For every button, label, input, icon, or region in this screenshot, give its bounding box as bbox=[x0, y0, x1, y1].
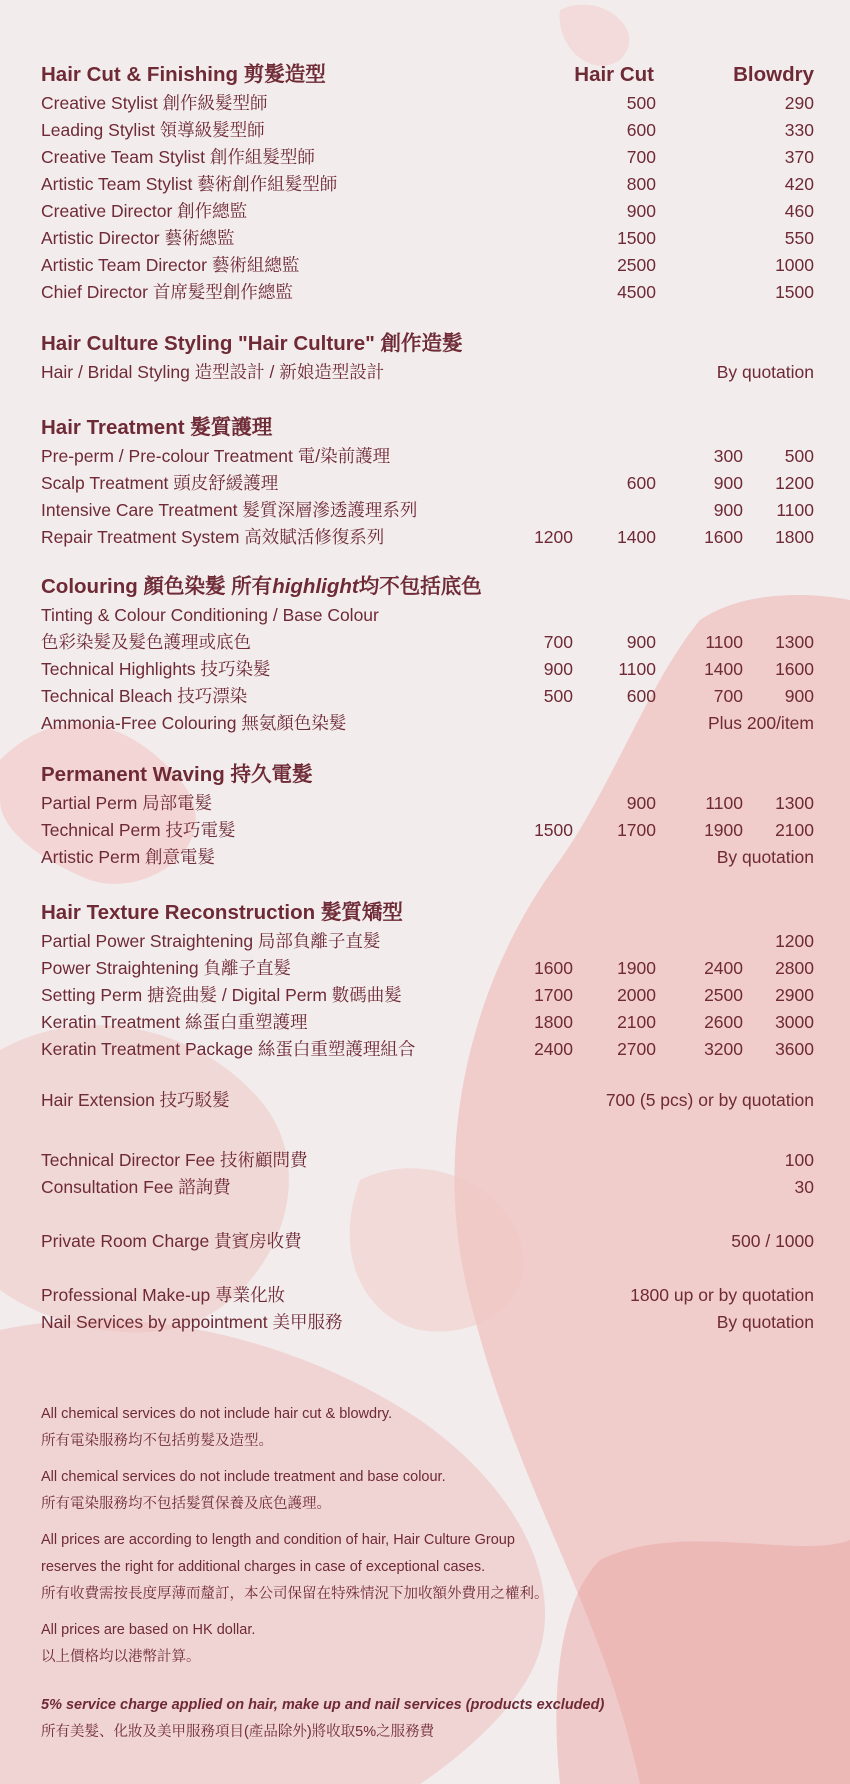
price-tier-1: 1600 bbox=[534, 958, 573, 978]
price-row bbox=[0, 171, 850, 198]
fees-section bbox=[0, 1147, 850, 1201]
price-row bbox=[0, 928, 850, 955]
price-row bbox=[0, 1228, 850, 1255]
price-tier-1: 1200 bbox=[534, 527, 573, 547]
service-label: Chief Director 首席髮型創作總監 bbox=[41, 282, 293, 302]
price-tier-2: 900 bbox=[626, 632, 656, 652]
price-tier-3: 1100 bbox=[705, 632, 743, 652]
service-label: Creative Director 創作總監 bbox=[41, 201, 248, 221]
hair-cut-price: 800 bbox=[626, 174, 656, 194]
price-row bbox=[0, 790, 850, 817]
price-tier-1: 700 bbox=[543, 632, 573, 652]
hair-cut-price: 4500 bbox=[617, 282, 656, 302]
hair-cut-price: 700 bbox=[626, 147, 656, 167]
service-label: Repair Treatment System 高效賦活修復系列 bbox=[41, 527, 385, 547]
price-row bbox=[0, 683, 850, 710]
price-row bbox=[0, 225, 850, 252]
subtitle-row bbox=[0, 602, 850, 629]
service-label: Partial Perm 局部電髮 bbox=[41, 793, 213, 813]
price-tier-3: 700 bbox=[713, 686, 743, 706]
price-tier-2: 900 bbox=[626, 793, 656, 813]
blowdry-price: 1000 bbox=[775, 255, 814, 275]
blowdry-price: 370 bbox=[784, 147, 814, 167]
service-label: Creative Team Stylist 創作組髮型師 bbox=[41, 147, 315, 167]
price-row bbox=[0, 1282, 850, 1309]
price-row bbox=[0, 629, 850, 656]
price-row bbox=[0, 1087, 850, 1114]
quotation-price: By quotation bbox=[716, 1312, 814, 1332]
price-row bbox=[0, 982, 850, 1009]
service-subtitle: Tinting & Colour Conditioning / Base Colour bbox=[41, 605, 379, 625]
note-text-zh: 所有收費需按長度厚薄而釐訂，本公司保留在特殊情況下加收額外費用之權利。 bbox=[41, 1586, 549, 1602]
blowdry-price: 1500 bbox=[775, 282, 814, 302]
service-label: Artistic Team Stylist 藝術創作組髮型師 bbox=[41, 174, 338, 194]
service-label: Nail Services by appointment 美甲服務 bbox=[41, 1312, 343, 1332]
service-label: Power Straightening 負離子直髮 bbox=[41, 958, 291, 978]
service-label: Intensive Care Treatment 髮質深層滲透護理系列 bbox=[41, 500, 418, 520]
service-label: Partial Power Straightening 局部負離子直髮 bbox=[41, 931, 381, 951]
price-tier-4: 1300 bbox=[775, 632, 814, 652]
price-tier-3: 1100 bbox=[705, 793, 743, 813]
quotation-price: By quotation bbox=[716, 362, 814, 382]
service-label: Professional Make-up 專業化妝 bbox=[41, 1285, 286, 1305]
hair-cut-price: 600 bbox=[626, 120, 656, 140]
price-tier-3: 3200 bbox=[704, 1039, 743, 1059]
price-tier-3: 1400 bbox=[704, 659, 743, 679]
price-tier-4: 2900 bbox=[775, 985, 814, 1005]
service-label: Pre-perm / Pre-colour Treatment 電/染前護理 bbox=[41, 446, 391, 466]
perm-header bbox=[0, 760, 850, 790]
fee-price: 30 bbox=[794, 1177, 814, 1197]
price-tier-4: 1800 bbox=[775, 527, 814, 547]
service-label: Creative Stylist 創作級髮型師 bbox=[41, 93, 268, 113]
price-tier-3: 2500 bbox=[704, 985, 743, 1005]
section-title: Hair Texture Reconstruction 髮質矯型 bbox=[41, 901, 403, 924]
price-tier-1: 500 bbox=[543, 686, 573, 706]
notes-block bbox=[41, 1401, 604, 1755]
price-row bbox=[0, 1174, 850, 1201]
price-tier-1: 1500 bbox=[534, 820, 573, 840]
price-row bbox=[0, 279, 850, 306]
note-text-en: reserves the right for additional charges in case of exceptional cases. bbox=[41, 1559, 486, 1575]
price-row bbox=[0, 252, 850, 279]
price-tier-2: 2700 bbox=[617, 1039, 656, 1059]
price-tier-3: 900 bbox=[713, 473, 743, 493]
service-charge-en: 5% service charge applied on hair, make up and nail services (products excluded) bbox=[41, 1697, 605, 1713]
service-label: Technical Director Fee 技術顧問費 bbox=[41, 1150, 308, 1170]
service-label: Scalp Treatment 頭皮舒緩護理 bbox=[41, 473, 279, 493]
extension-section bbox=[0, 1087, 850, 1114]
hair-treatment-header bbox=[0, 413, 850, 443]
note-4 bbox=[41, 1617, 604, 1671]
service-label: Leading Stylist 領導級髮型師 bbox=[41, 120, 265, 140]
price-tier-2: 1900 bbox=[617, 958, 656, 978]
service-label: Hair Extension 技巧駁髮 bbox=[41, 1090, 230, 1110]
price-tier-4: 3600 bbox=[775, 1039, 814, 1059]
note-text-zh: 所有電染服務均不包括髮質保養及底色護理。 bbox=[41, 1496, 331, 1512]
service-label: Artistic Team Director 藝術組總監 bbox=[41, 255, 300, 275]
texture-section bbox=[0, 898, 850, 1063]
section-title: Hair Culture Styling "Hair Culture" 創作造髮 bbox=[41, 332, 463, 355]
section-title: Hair Cut & Finishing 剪髮造型 bbox=[41, 63, 326, 86]
price-row bbox=[0, 710, 850, 737]
section-title: Permanent Waving 持久電髮 bbox=[41, 763, 313, 786]
service-label: Private Room Charge 貴賓房收費 bbox=[41, 1231, 302, 1251]
hair-cut-price: 2500 bbox=[617, 255, 656, 275]
note-3 bbox=[41, 1527, 604, 1608]
service-label: Technical Bleach 技巧漂染 bbox=[41, 686, 248, 706]
private-room-section bbox=[0, 1228, 850, 1255]
blowdry-price: 550 bbox=[784, 228, 814, 248]
price-row bbox=[0, 817, 850, 844]
price-row bbox=[0, 198, 850, 225]
hair-treatment-section bbox=[0, 413, 850, 551]
price-row bbox=[0, 497, 850, 524]
price-tier-4: 500 bbox=[784, 446, 814, 466]
extras-section bbox=[0, 1282, 850, 1336]
price-row bbox=[0, 1036, 850, 1063]
price-tier-1: 1800 bbox=[534, 1012, 573, 1032]
price-tier-4: 900 bbox=[784, 686, 814, 706]
service-label: Technical Perm 技巧電髮 bbox=[41, 820, 236, 840]
perm-section bbox=[0, 760, 850, 871]
price-row bbox=[0, 844, 850, 871]
fee-price: 100 bbox=[784, 1150, 814, 1170]
price-tier-3: 2400 bbox=[704, 958, 743, 978]
price-row bbox=[0, 1009, 850, 1036]
note-text-zh: 以上價格均以港幣計算。 bbox=[41, 1649, 201, 1665]
price-tier-4: 2100 bbox=[775, 820, 814, 840]
note-text-en: All chemical services do not include hair cut & blowdry. bbox=[41, 1406, 393, 1422]
price-tier-1: 1700 bbox=[534, 985, 573, 1005]
price-tier-3: 900 bbox=[713, 500, 743, 520]
room-price: 500 / 1000 bbox=[731, 1231, 814, 1251]
price-row bbox=[0, 359, 850, 386]
price-tier-1: 2400 bbox=[534, 1039, 573, 1059]
service-label: Ammonia-Free Colouring 無氨顏色染髮 bbox=[41, 713, 347, 733]
colouring-section bbox=[0, 572, 850, 737]
price-tier-4: 1100 bbox=[776, 500, 814, 520]
hair-cut-section bbox=[0, 60, 850, 306]
column-header-blowdry: Blowdry bbox=[733, 63, 814, 86]
blowdry-price: 420 bbox=[784, 174, 814, 194]
service-label: Keratin Treatment Package 絲蛋白重塑護理組合 bbox=[41, 1039, 416, 1059]
price-row bbox=[0, 117, 850, 144]
price-tier-2: 2100 bbox=[617, 1012, 656, 1032]
texture-header bbox=[0, 898, 850, 928]
price-tier-3: 300 bbox=[713, 446, 743, 466]
service-label: 色彩染髮及髮色護理或底色 bbox=[41, 632, 251, 652]
service-label: Artistic Perm 創意電髮 bbox=[41, 847, 216, 867]
quotation-price: 1800 up or by quotation bbox=[630, 1285, 814, 1305]
price-tier-2: 1700 bbox=[617, 820, 656, 840]
section-title bbox=[41, 572, 482, 602]
price-row bbox=[0, 955, 850, 982]
note-text-en: All chemical services do not include treatment and base colour. bbox=[41, 1469, 446, 1485]
price-row bbox=[0, 443, 850, 470]
note-1 bbox=[41, 1401, 604, 1455]
colouring-header bbox=[0, 572, 850, 602]
colouring-title-highlight: highlight bbox=[272, 575, 359, 598]
colouring-title-c: 均不包括底色 bbox=[358, 575, 482, 598]
hair-cut-header bbox=[0, 60, 850, 90]
price-tier-4: 2800 bbox=[775, 958, 814, 978]
price-tier-1: 900 bbox=[543, 659, 573, 679]
price-row bbox=[0, 470, 850, 497]
quotation-price: 700 (5 pcs) or by quotation bbox=[605, 1090, 814, 1110]
section-title: Hair Treatment 髮質護理 bbox=[41, 416, 273, 439]
price-tier-2: 600 bbox=[626, 473, 656, 493]
blowdry-price: 290 bbox=[784, 93, 814, 113]
hair-cut-price: 500 bbox=[626, 93, 656, 113]
service-label: Technical Highlights 技巧染髮 bbox=[41, 659, 271, 679]
hair-cut-price: 900 bbox=[626, 201, 656, 221]
price-row bbox=[0, 1147, 850, 1174]
note-text-zh: 所有電染服務均不包括剪髮及造型。 bbox=[41, 1433, 273, 1449]
price-row bbox=[0, 1309, 850, 1336]
price-tier-2: 2000 bbox=[617, 985, 656, 1005]
service-label: Hair / Bridal Styling 造型設計 / 新娘造型設計 bbox=[41, 362, 385, 382]
service-label: Consultation Fee 諮詢費 bbox=[41, 1177, 231, 1197]
price-row bbox=[0, 90, 850, 117]
price-tier-2: 1100 bbox=[618, 659, 656, 679]
hair-cut-price: 1500 bbox=[617, 228, 656, 248]
service-label: Setting Perm 搪瓷曲髮 / Digital Perm 數碼曲髮 bbox=[41, 985, 402, 1005]
price-tier-4: 1300 bbox=[775, 793, 814, 813]
quotation-price: By quotation bbox=[716, 847, 814, 867]
price-tier-3: 1900 bbox=[704, 820, 743, 840]
price-tier-2: 1400 bbox=[617, 527, 656, 547]
service-label: Artistic Director 藝術總監 bbox=[41, 228, 235, 248]
hair-culture-section bbox=[0, 329, 850, 386]
price-row bbox=[0, 524, 850, 551]
price-row bbox=[0, 144, 850, 171]
service-charge-note bbox=[41, 1692, 604, 1746]
price-tier-3: 1600 bbox=[704, 527, 743, 547]
price-tier-4: 1200 bbox=[775, 473, 814, 493]
note-2 bbox=[41, 1464, 604, 1518]
blowdry-price: 460 bbox=[784, 201, 814, 221]
blowdry-price: 330 bbox=[784, 120, 814, 140]
note-text-en: All prices are according to length and condition of hair, Hair Culture Group bbox=[41, 1532, 515, 1548]
service-charge-zh: 所有美髮、化妝及美甲服務項目(產品除外)將收取5%之服務費 bbox=[41, 1724, 435, 1740]
price-tier-4: 1200 bbox=[775, 931, 814, 951]
colouring-title-a: Colouring 顏色染髮 所有 bbox=[41, 575, 273, 598]
price-tier-4: 3000 bbox=[775, 1012, 814, 1032]
surcharge-price: Plus 200/item bbox=[707, 713, 814, 733]
column-header-hair-cut: Hair Cut bbox=[574, 63, 654, 86]
hair-culture-header bbox=[0, 329, 850, 359]
service-label: Keratin Treatment 絲蛋白重塑護理 bbox=[41, 1012, 308, 1032]
price-tier-2: 600 bbox=[626, 686, 656, 706]
price-tier-4: 1600 bbox=[775, 659, 814, 679]
price-tier-3: 2600 bbox=[704, 1012, 743, 1032]
price-row bbox=[0, 656, 850, 683]
note-text-en: All prices are based on HK dollar. bbox=[41, 1622, 256, 1638]
